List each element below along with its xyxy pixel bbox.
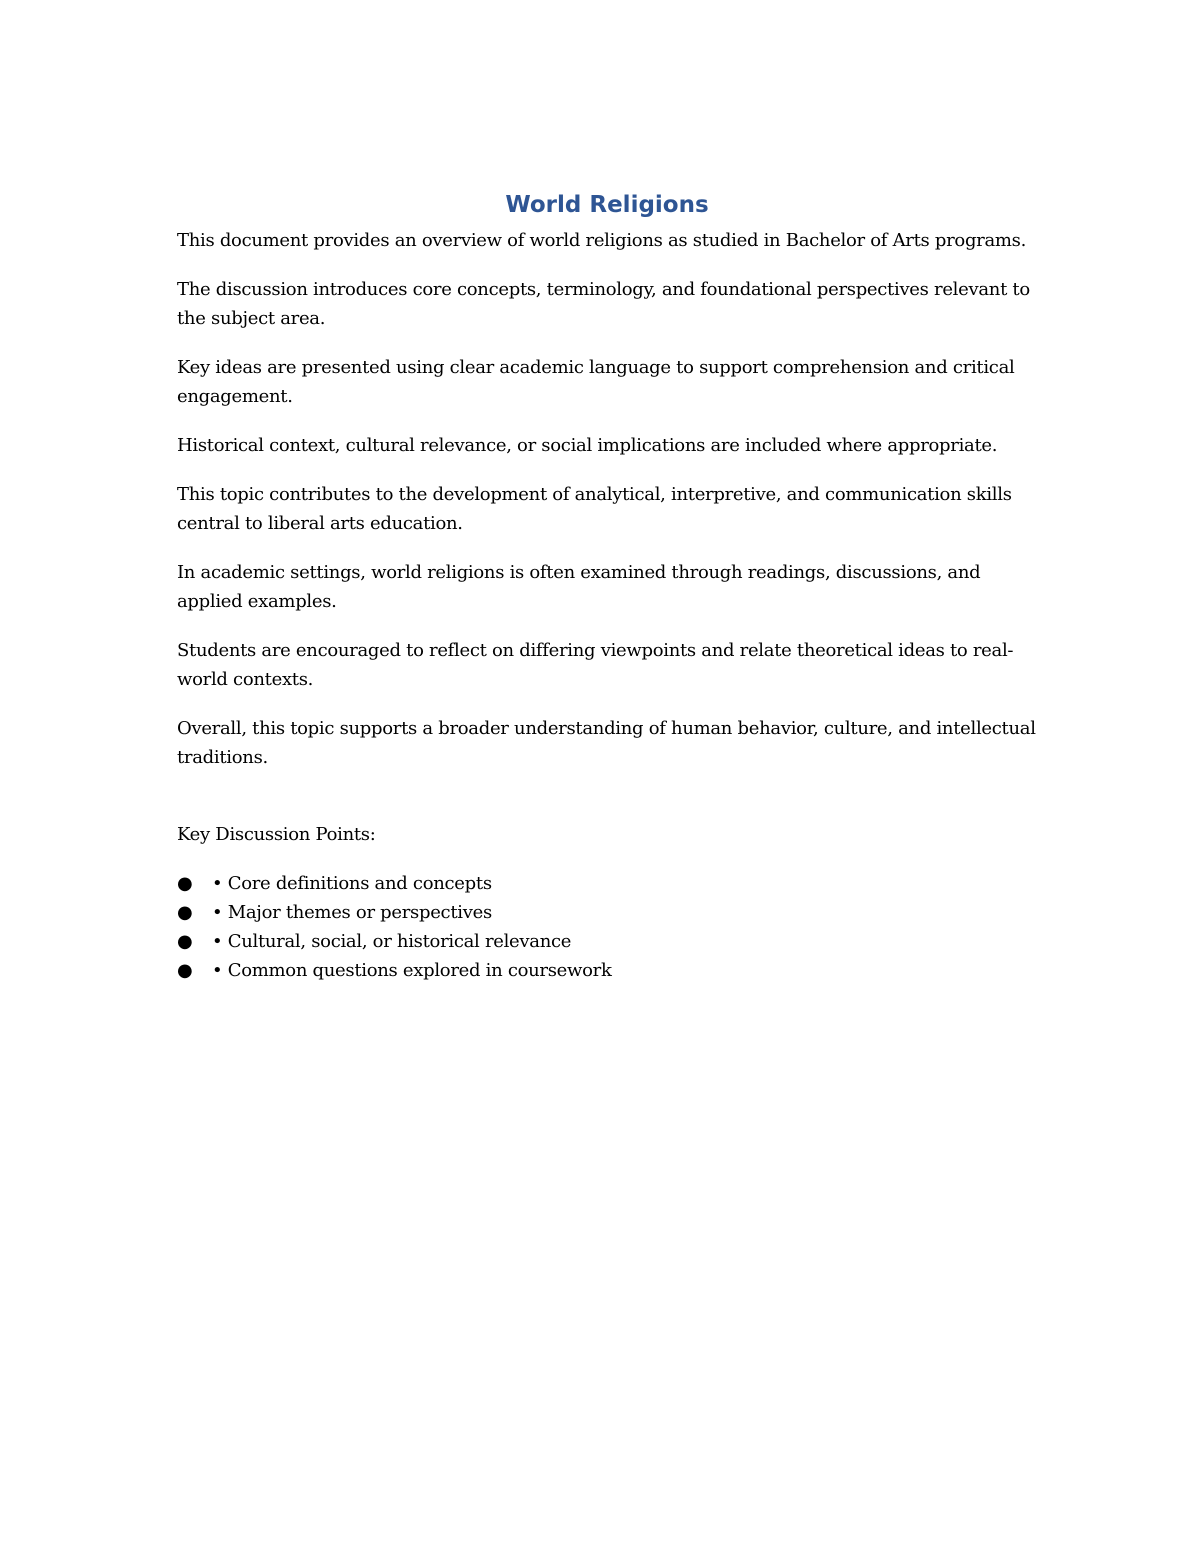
paragraph-overall: Overall, this topic supports a broader understanding of human behavior, culture, and intellectual traditions. — [177, 718, 1036, 768]
list-item — [177, 898, 1037, 927]
paragraph-context: Historical context, cultural relevance, or social implications are included where appropriate. — [177, 435, 998, 456]
bullet-icon: ● — [177, 931, 193, 952]
list-item-text: • Common questions explored in coursework — [212, 960, 612, 981]
list-heading: Key Discussion Points: — [177, 824, 376, 845]
paragraph-intro: This document provides an overview of world religions as studied in Bachelor of Arts programs. — [177, 230, 1027, 251]
discussion-points-list — [177, 869, 1037, 985]
bullet-icon: ● — [177, 873, 193, 894]
paragraph-academic-settings: In academic settings, world religions is often examined through readings, discussions, and applied examples. — [177, 562, 981, 612]
list-item-text: • Core definitions and concepts — [212, 873, 492, 894]
list-item-text: • Major themes or perspectives — [212, 902, 492, 923]
bullet-icon: ● — [177, 902, 193, 923]
paragraph-skills: This topic contributes to the development of analytical, interpretive, and communication skills central to liberal arts education. — [177, 484, 1012, 534]
paragraph-key-ideas: Key ideas are presented using clear academic language to support comprehension and critical engagement. — [177, 357, 1015, 407]
list-item-text: • Cultural, social, or historical relevance — [212, 931, 572, 952]
list-item — [177, 927, 1037, 956]
paragraph-concepts: The discussion introduces core concepts, terminology, and foundational perspectives relevant to the subject area. — [177, 279, 1030, 329]
list-item — [177, 869, 1037, 898]
section-spacer — [177, 792, 1037, 820]
list-item — [177, 956, 1037, 985]
paragraph-reflection: Students are encouraged to reflect on differing viewpoints and relate theoretical ideas to real-world contexts. — [177, 640, 1014, 690]
document-title: World Religions — [505, 192, 709, 218]
document-body — [177, 190, 1037, 985]
bullet-icon: ● — [177, 960, 193, 981]
